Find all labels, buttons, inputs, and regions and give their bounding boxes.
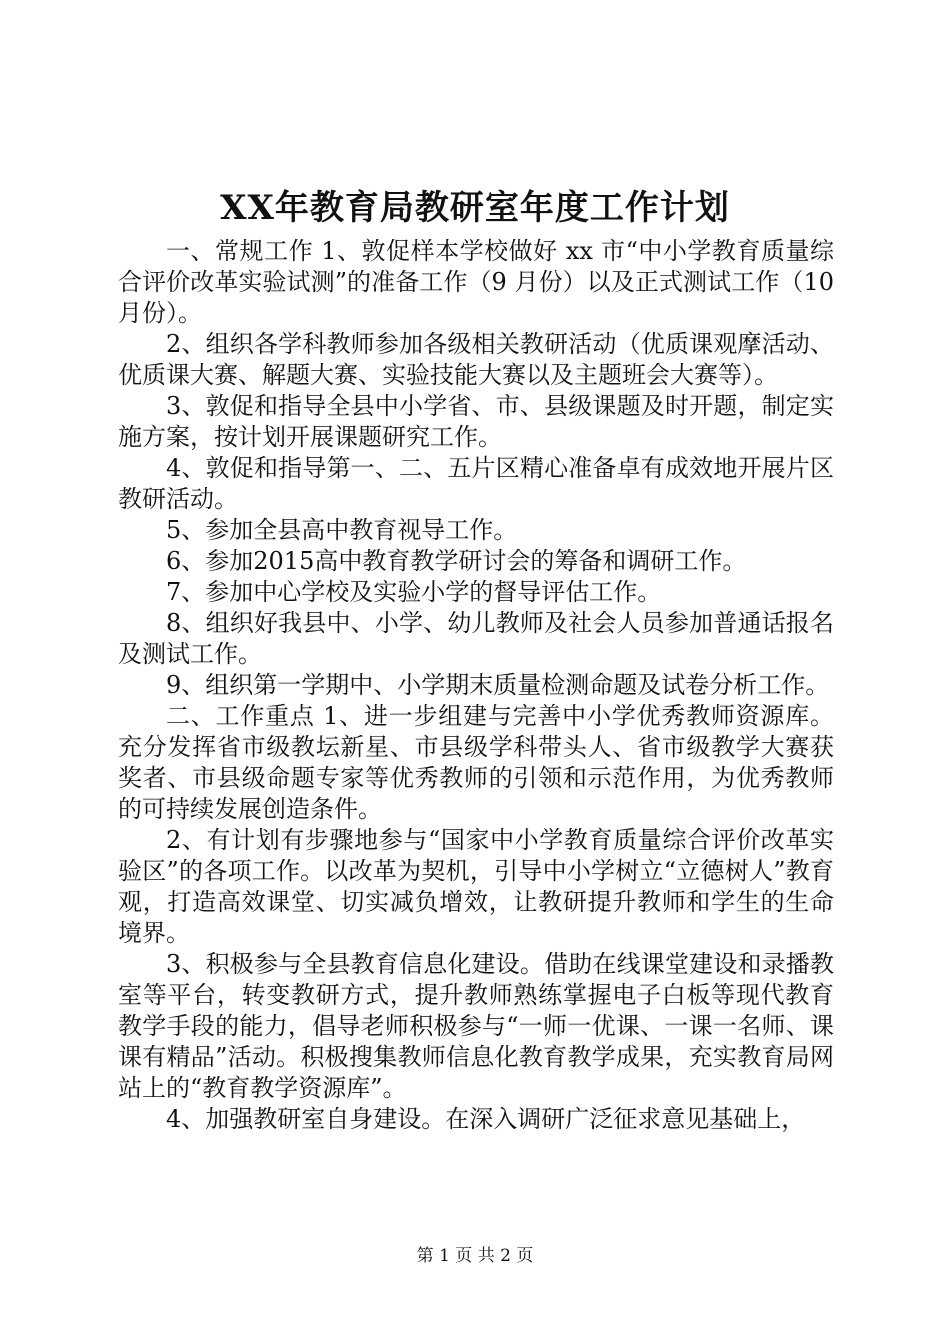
paragraph-routine-work-2: 2、组织各学科教师参加各级相关教研活动（优质课观摩活动、优质课大赛、解题大赛、实验技能大赛以及主题班会大赛等）。 xyxy=(118,330,834,389)
document-title: XX年教育局教研室年度工作计划 xyxy=(220,188,730,228)
paragraph-routine-work-1: 一、常规工作 1、敦促样本学校做好 xx 市“中小学教育质量综合评价改革实验试测”的准备工作（9 月份）以及正式测试工作（10 月份）。 xyxy=(118,237,834,327)
paragraph-key-work-4: 4、加强教研室自身建设。在深入调研广泛征求意见基础上， xyxy=(166,1105,806,1133)
paragraph-key-work-2: 2、有计划有步骤地参与“国家中小学教育质量综合评价改革实验区”的各项工作。以改革为契机，引导中小学树立“立德树人”教育观，打造高效课堂、切实减负增效，让教研提升教师和学生的生命境界。 xyxy=(118,826,834,947)
paragraph-routine-work-7: 7、参加中心学校及实验小学的督导评估工作。 xyxy=(166,578,662,606)
paragraph-routine-work-8: 8、组织好我县中、小学、幼儿教师及社会人员参加普通话报名及测试工作。 xyxy=(118,609,834,668)
page-footer: 第 1 页 共 2 页 xyxy=(416,1246,534,1266)
paragraph-routine-work-9: 9、组织第一学期中、小学期末质量检测命题及试卷分析工作。 xyxy=(166,671,830,699)
paragraph-routine-work-6: 6、参加2015高中教育教学研讨会的筹备和调研工作。 xyxy=(166,547,747,575)
paragraph-key-work-3: 3、积极参与全县教育信息化建设。借助在线课堂建设和录播教室等平台，转变教研方式，提升教师熟练掌握电子白板等现代教育教学手段的能力，倡导老师积极参与“一师一优课、一课一名师、课课有精品”活动。积极搜集教师信息化教育教学成果，充实教育局网站上的“教育教学资源库”。 xyxy=(118,950,834,1102)
paragraph-routine-work-4: 4、敦促和指导第一、二、五片区精心准备卓有成效地开展片区教研活动。 xyxy=(118,454,834,513)
paragraph-key-work-1: 二、工作重点 1、进一步组建与完善中小学优秀教师资源库。充分发挥省市级教坛新星、市县级学科带头人、省市级教学大赛获奖者、市县级命题专家等优秀教师的引领和示范作用，为优秀教师的可持续发展创造条件。 xyxy=(118,702,834,823)
document-body xyxy=(118,236,834,1135)
paragraph-routine-work-3: 3、敦促和指导全县中小学省、市、县级课题及时开题，制定实施方案，按计划开展课题研究工作。 xyxy=(118,392,834,451)
paragraph-routine-work-5: 5、参加全县高中教育视导工作。 xyxy=(166,516,518,544)
